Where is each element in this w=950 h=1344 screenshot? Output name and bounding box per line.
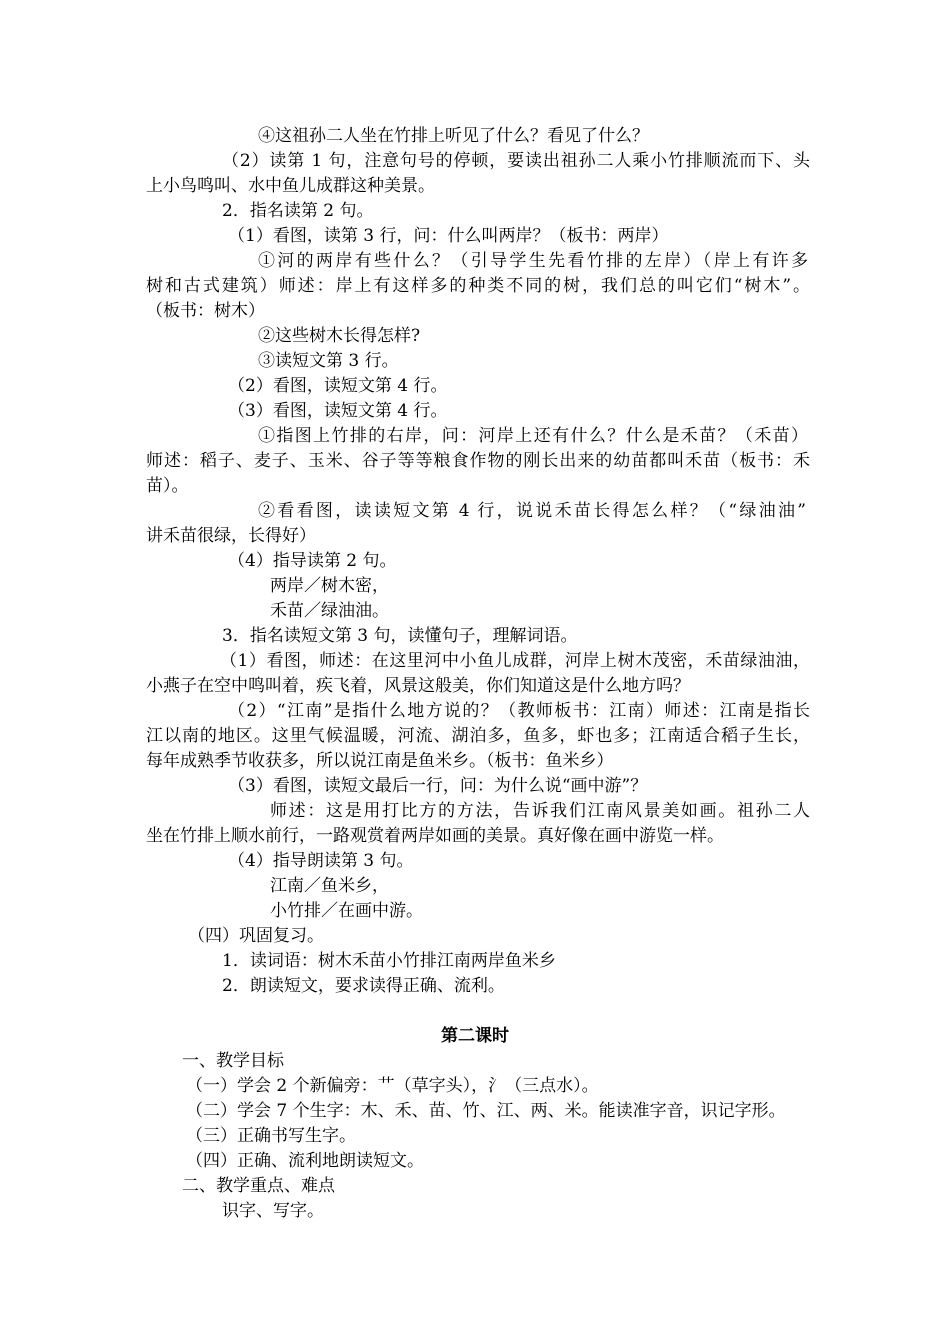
text-line: 3．指名读短文第 3 句，读懂句子，理解词语。 [222,626,578,646]
text-line: （二）学会 7 个生字：木、禾、苗、竹、江、两、米。能读准字音，识记字形。 [186,1101,786,1121]
text-line: （4）指导朗读第 3 句。 [228,851,414,871]
text-line: 1．读词语：树木禾苗小竹排江南两岸鱼米乡 [222,951,556,971]
text-line: ②看看图，读读短文第 4 行，说说禾苗长得怎么样？（“绿油油” [258,501,806,521]
text-line: （4）指导读第 2 句。 [228,551,397,571]
text-line: （2）“江南”是指什么地方说的？（教师板书：江南）师述：江南是指长 [228,701,810,721]
text-line: 识字、写字。 [222,1201,324,1221]
text-line: （3）看图，读短文最后一行，问：为什么说“画中游”？ [228,776,648,796]
text-line: 苗）。 [146,476,189,496]
text-line: 树和古式建筑）师述：岸上有这样多的种类不同的树，我们总的叫它们“树木”。 [146,276,810,296]
text-line: ①指图上竹排的右岸，问：河岸上还有什么？什么是禾苗？（禾苗） [258,426,808,446]
text-line: 禾苗／绿油油。 [270,601,389,621]
text-line: （四）正确、流利地朗读短文。 [186,1151,424,1171]
text-line: 师述：稻子、麦子、玉米、谷子等等粮食作物的刚长出来的幼苗都叫禾苗（板书：禾 [146,451,810,471]
text-line: 两岸／树木密， [270,576,389,596]
text-line: 2．指名读第 2 句。 [222,201,374,221]
text-line: 上小鸟鸣叫、水中鱼儿成群这种美景。 [146,176,435,196]
text-line: （四）巩固复习。 [188,926,324,946]
text-line: （1）看图，读第 3 行，问：什么叫两岸？（板书：两岸） [228,226,669,246]
text-line: 江以南的地区。这里气候温暖，河流、湖泊多，鱼多，虾也多；江南适合稻子生长， [146,726,810,746]
text-line: 讲禾苗很绿，长得好） [146,526,316,546]
text-line: （1）看图，师述：在这里河中小鱼儿成群，河岸上树木茂密，禾苗绿油油， [220,651,810,671]
text-line: ④这祖孙二人坐在竹排上听见了什么？看见了什么？ [258,126,649,146]
text-line: 师述：这是用打比方的方法，告诉我们江南风景美如画。祖孙二人 [270,801,810,821]
text-line: （2）看图，读短文第 4 行。 [228,376,448,396]
text-line: 2．朗读短文，要求读得正确、流利。 [222,976,505,996]
text-line: （一）学会 2 个新偏旁：艹（草字头），氵（三点水）。 [186,1076,599,1096]
text-line: （三）正确书写生字。 [186,1126,356,1146]
text-line: 坐在竹排上顺水前行，一路观赏着两岸如画的美景。真好像在画中游览一样。 [146,826,724,846]
text-line: 小燕子在空中鸣叫着，疾飞着，风景这般美，你们知道这是什么地方吗？ [146,676,690,696]
text-line: ③读短文第 3 行。 [258,351,399,371]
text-line: （板书：树木） [146,301,265,321]
text-line: 一、教学目标 [182,1051,284,1071]
text-line: 小竹排／在画中游。 [270,901,423,921]
text-line: ②这些树木长得怎样? [258,326,421,346]
text-line: ①河的两岸有些什么？（引导学生先看竹排的左岸）（岸上有许多 [258,251,808,271]
text-line: （3）看图，读短文第 4 行。 [228,401,448,421]
text-line: 江南／鱼米乡， [270,876,389,896]
section-title: 第二课时 [441,1026,509,1046]
text-line: 每年成熟季节收获多，所以说江南是鱼米乡。（板书：鱼米乡） [146,751,614,771]
text-line: （2）读第 1 句，注意句号的停顿，要读出祖孙二人乘小竹排顺流而下、头 [222,151,810,171]
text-line: 二、教学重点、难点 [182,1176,335,1196]
